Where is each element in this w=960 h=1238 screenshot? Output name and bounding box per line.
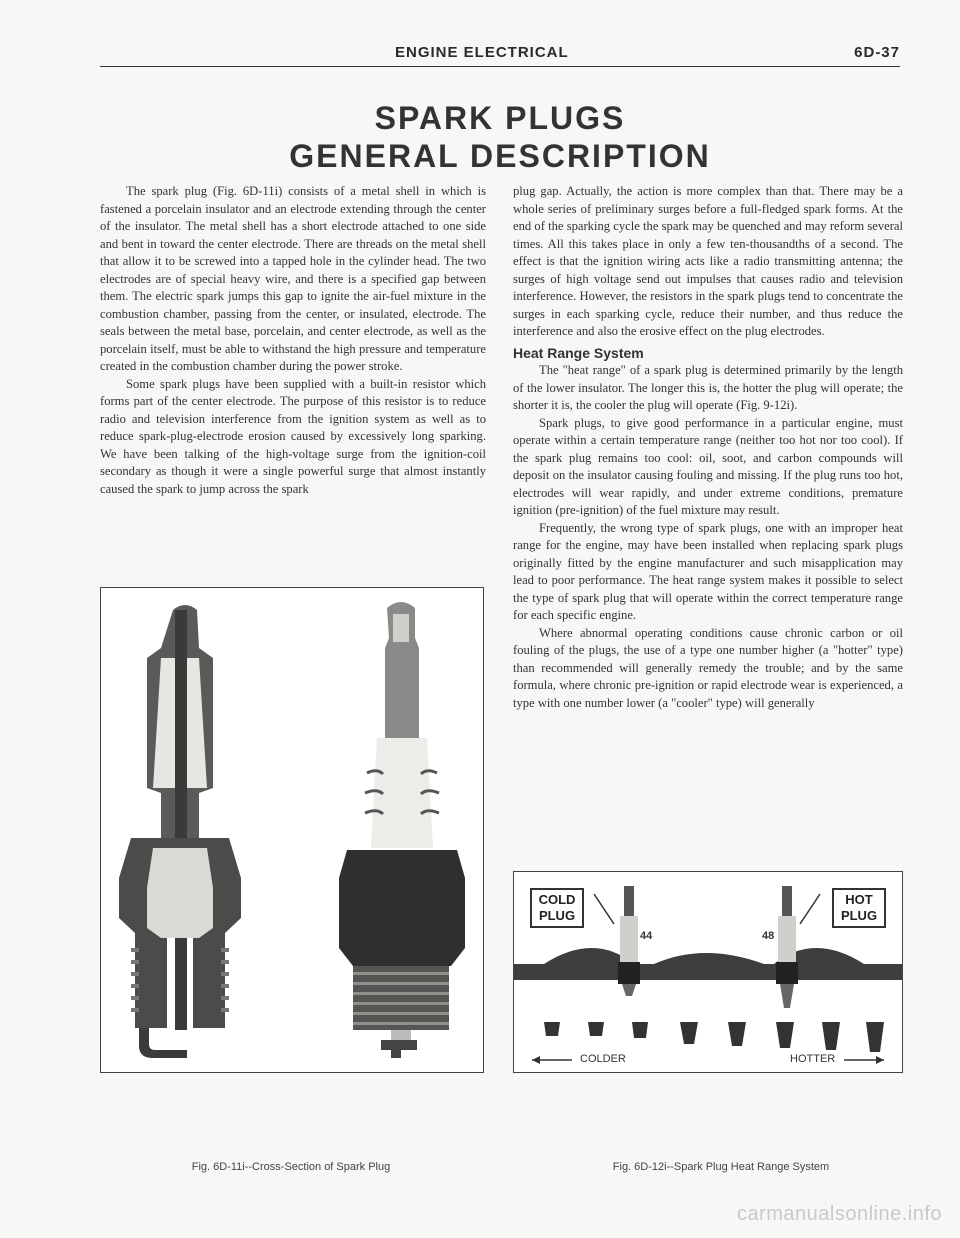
hotter-label: HOTTER	[790, 1053, 836, 1065]
section-heading: Heat Range System	[513, 344, 644, 361]
paragraph: Some spark plugs have been supplied with a built-in resistor which forms part of the center electrode. The purpose of this resistor is to reduce radio and television interference from the ignition system as well as to reduce spark-plug-electrode erosion caused by excessively long sparking. We have been talking of the high-voltage surge from the ignition-coil secondary as though it were a single powerful surge that almost instantly caused the spark to jump across the spark	[100, 376, 486, 496]
paragraph: The "heat range" of a spark plug is determined primarily by the length of the lower insulator. The longer this is, the hotter the plug will operate; the shorter it is, the cooler the plug will operate (Fig. 9-12i).	[513, 363, 903, 412]
cold-plug-number: 44	[640, 930, 653, 942]
paragraph: plug gap. Actually, the action is more complex than that. There may be a whole series of preliminary surges before a full-fledged spark forms. At the end of the sparking cycle the spark may be quenched and may reform several times. All this takes place in only a few ten-thousandths of a second. The effect is that the ignition wiring acts like a radio transmitting antenna; the surges of high voltage send out impulses that causes radio and television interference. However, the resistors in the spark plugs tend to concentrate the surges in each sparking cycle, reduce their number, and thus reduce the interference and also the erosive effect on the plug electrodes.	[513, 184, 903, 338]
hot-plug-label: HOT PLUG	[832, 888, 886, 928]
page-subtitle: GENERAL DESCRIPTION	[289, 138, 711, 174]
page-number: 6D-37	[854, 44, 900, 61]
hot-plug-number: 48	[762, 930, 775, 942]
spark-plug-illustration	[101, 588, 483, 1072]
paragraph: The spark plug (Fig. 6D-11i) consists of a metal shell in which is fastened a porcelain insulator and an electrode extending through the center of the insulator. The metal shell has a short electrode attached to one side and bent in toward the center electrode. There are threads on the metal shell that allow it to be screwed into a tapped hole in the cylinder head. The two electrodes are of special heavy wire, and there is a specified gap between them. The electric spark jumps this gap to ignite the air-fuel mixture in the combustion chamber, passing from the center, or insulated, electrode. The seals between the metal base, porcelain, and center electrode, as well as the porcelain itself, must be able to withstand the high pressure and temperature created in the combustion chamber during the power stroke.	[100, 184, 486, 373]
figure-caption-right: Fig. 6D-12i--Spark Plug Heat Range System	[612, 1161, 830, 1173]
left-column	[100, 183, 486, 498]
section-title: ENGINE ELECTRICAL	[395, 44, 569, 61]
paragraph: Where abnormal operating conditions cause chronic carbon or oil fouling of the plugs, the use of a type one number higher (a "hotter" type) than recommended will generally remedy the trouble; and by the same formula, where chronic pre-ignition or rapid electrode wear is experienced, a type with one number lower (a "cooler" type) will generally	[513, 625, 903, 710]
figure-caption-left: Fig. 6D-11i--Cross-Section of Spark Plug	[191, 1161, 391, 1173]
heat-range-figure	[513, 871, 903, 1073]
paragraph: Spark plugs, to give good performance in a particular engine, must operate within a certain temperature range (neither too hot nor too cool). If the spark plug remains too cool: oil, soot, and carbon compounds will deposit on the insulator causing fouling and missing. If the plug runs too hot, electrodes will wear rapidly, and under extreme conditions, premature ignition (pre-ignition) of the fuel mixture may result.	[513, 415, 903, 517]
watermark: carmanualsonline.info	[736, 1203, 942, 1225]
page-header	[100, 44, 900, 67]
colder-label: COLDER	[580, 1053, 626, 1065]
page-title: SPARK PLUGS	[374, 100, 626, 136]
cold-plug-label: COLD PLUG	[530, 888, 584, 928]
spark-plug-cross-section-figure	[100, 587, 484, 1073]
right-column	[513, 183, 903, 712]
paragraph: Frequently, the wrong type of spark plugs, one with an improper heat range for the engine, may have been installed when replacing spark plugs originally fitted by the engine manufacturer and such misapplication may lead to poor performance. The heat range system makes it possible to select the type of spark plug that will operate within the correct temperature range for each specific engine.	[513, 520, 903, 622]
